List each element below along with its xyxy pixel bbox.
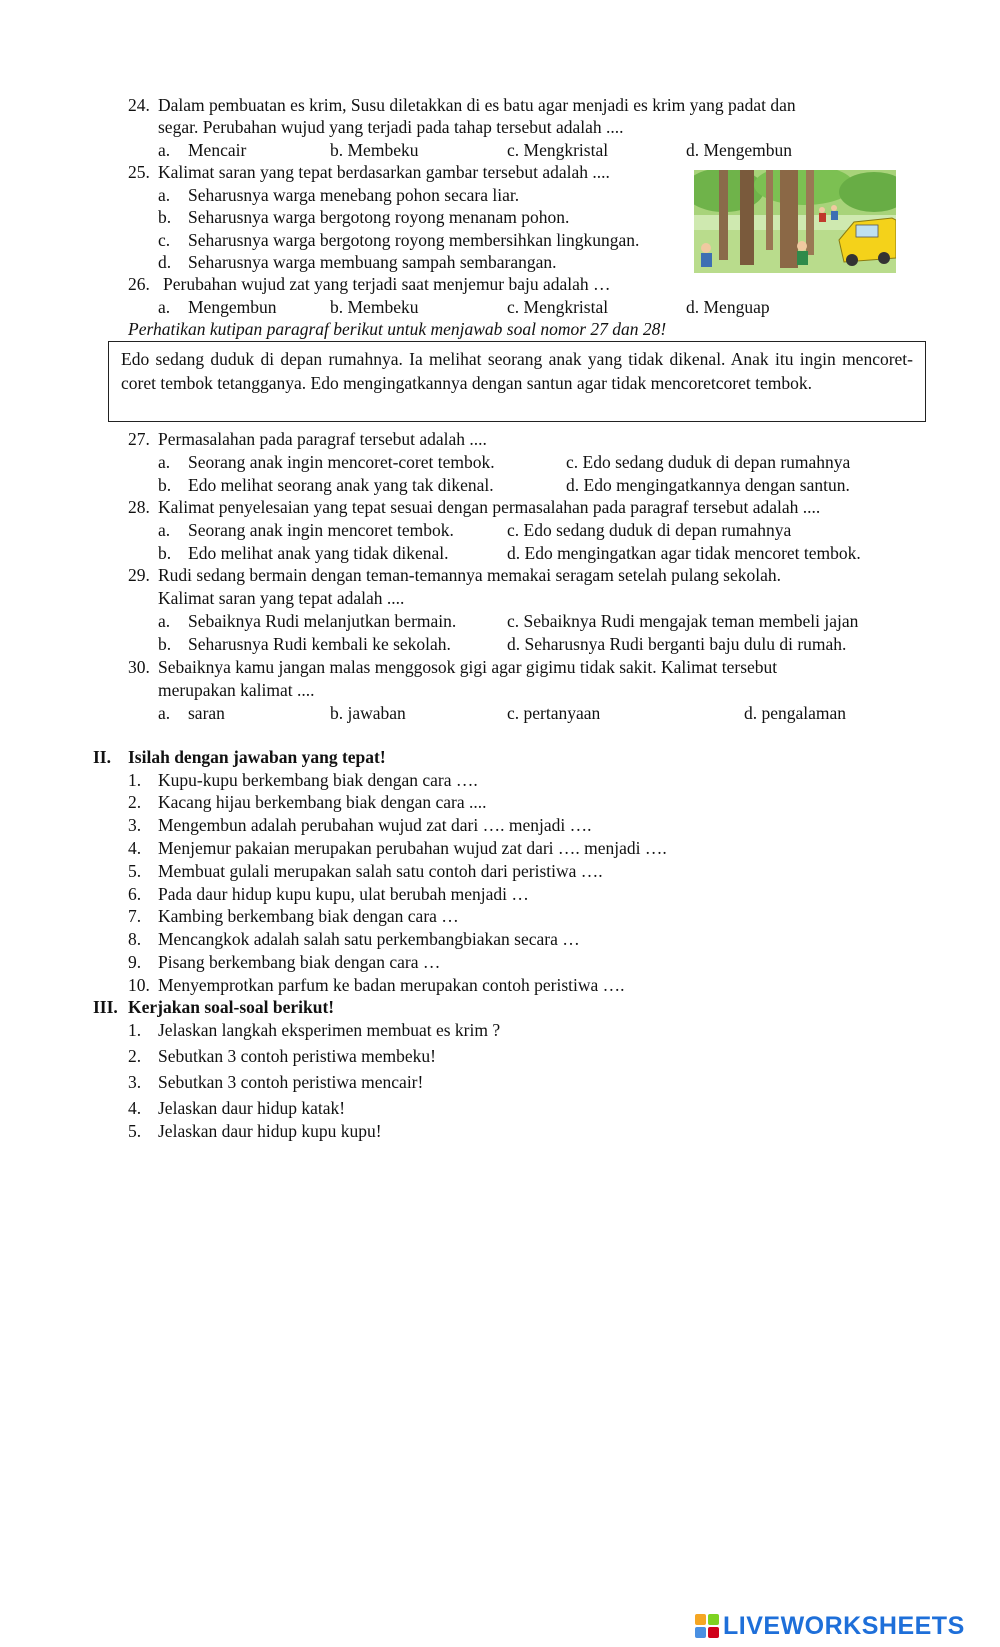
q26-option-c: c. Mengkristal	[507, 297, 609, 317]
q30-text-line2: merupakan kalimat ....	[158, 680, 315, 700]
q28-option-c: c. Edo sedang duduk di depan rumahnya	[507, 520, 792, 540]
q25-option-d-label: d.	[158, 252, 172, 272]
q26-option-a: Mengembun	[188, 297, 277, 317]
q28-option-a: Seorang anak ingin mencoret tembok.	[188, 520, 454, 540]
s3-item-text: Jelaskan langkah eksperimen membuat es krim ?	[158, 1020, 501, 1040]
q29-option-a-label: a.	[158, 611, 171, 631]
q24-text-line1: Dalam pembuatan es krim, Susu diletakkan di es batu agar menjadi es krim yang padat dan	[158, 95, 796, 115]
q29-option-c: c. Sebaiknya Rudi mengajak teman membeli jajan	[507, 611, 859, 631]
q27-option-c: c. Edo sedang duduk di depan rumahnya	[566, 452, 851, 472]
s2-item-number: 1.	[128, 770, 142, 790]
s3-item-text: Jelaskan daur hidup kupu kupu!	[158, 1121, 382, 1141]
q29-option-d: d. Seharusnya Rudi berganti baju dulu di rumah.	[507, 634, 847, 654]
q24-option-a: Mencair	[188, 140, 247, 160]
q30-text-line1: Sebaiknya kamu jangan malas menggosok gigi agar gigimu tidak sakit. Kalimat tersebut	[158, 657, 778, 677]
s2-item-number: 2.	[128, 792, 142, 812]
s2-item-number: 6.	[128, 884, 142, 904]
s2-item-number: 3.	[128, 815, 142, 835]
q25-option-d: Seharusnya warga membuang sampah sembarangan.	[188, 252, 557, 272]
q24-option-d: d. Mengembun	[686, 140, 792, 160]
s2-item-text: Membuat gulali merupakan salah satu contoh dari peristiwa ….	[158, 861, 603, 881]
s2-item-text: Kupu-kupu berkembang biak dengan cara ….	[158, 770, 478, 790]
q24-option-c: c. Mengkristal	[507, 140, 609, 160]
section2-title: Isilah dengan jawaban yang tepat!	[128, 747, 386, 767]
q30-option-a: saran	[188, 703, 225, 723]
q27-number: 27.	[128, 429, 150, 449]
q29-option-a: Sebaiknya Rudi melanjutkan bermain.	[188, 611, 457, 631]
section2-number: II.	[93, 747, 111, 767]
q27-option-b: Edo melihat seorang anak yang tak dikenal.	[188, 475, 494, 495]
liveworksheets-logo-text: LIVEWORKSHEETS	[723, 1612, 965, 1640]
q30-option-a-label: a.	[158, 703, 171, 723]
q30-number: 30.	[128, 657, 150, 677]
q26-text: Perubahan wujud zat yang terjadi saat menjemur baju adalah …	[163, 274, 611, 294]
q25-option-c: Seharusnya warga bergotong royong membersihkan lingkungan.	[188, 230, 640, 250]
q24-text-line2: segar. Perubahan wujud yang terjadi pada tahap tersebut adalah ....	[158, 117, 624, 137]
q25-option-b: Seharusnya warga bergotong royong menanam pohon.	[188, 207, 570, 227]
section3-title: Kerjakan soal-soal berikut!	[128, 997, 335, 1017]
forest-illustration	[694, 170, 896, 273]
s2-item-number: 9.	[128, 952, 142, 972]
q29-option-b-label: b.	[158, 634, 172, 654]
paragraph-box: Edo sedang duduk di depan rumahnya. Ia melihat seorang anak yang tidak dikenal. Anak itu ingin mencoret-coret tembok tetangganya. Edo mengingatkannya dengan santun agar tidak mencoretcoret tembok.	[108, 341, 926, 422]
s2-item-number: 4.	[128, 838, 142, 858]
q29-text-line1: Rudi sedang bermain dengan teman-temannya memakai seragam setelah pulang sekolah.	[158, 565, 781, 585]
s2-item-text: Pisang berkembang biak dengan cara …	[158, 952, 441, 972]
s2-item-text: Mencangkok adalah salah satu perkembangbiakan secara …	[158, 929, 580, 949]
section3-number: III.	[93, 997, 118, 1017]
q25-number: 25.	[128, 162, 150, 182]
q28-number: 28.	[128, 497, 150, 517]
q25-text: Kalimat saran yang tepat berdasarkan gambar tersebut adalah ....	[158, 162, 610, 182]
s3-item-text: Sebutkan 3 contoh peristiwa membeku!	[158, 1046, 436, 1066]
s2-item-text: Menjemur pakaian merupakan perubahan wujud zat dari …. menjadi ….	[158, 838, 667, 858]
s2-item-text: Kacang hijau berkembang biak dengan cara ....	[158, 792, 487, 812]
paragraph-instruction: Perhatikan kutipan paragraf berikut untuk menjawab soal nomor 27 dan 28!	[128, 319, 667, 339]
s2-item-text: Mengembun adalah perubahan wujud zat dari …. menjadi ….	[158, 815, 592, 835]
s3-item-text: Jelaskan daur hidup katak!	[158, 1098, 346, 1118]
s2-item-text: Pada daur hidup kupu kupu, ulat berubah menjadi …	[158, 884, 529, 904]
q28-option-b: Edo melihat anak yang tidak dikenal.	[188, 543, 449, 563]
s2-item-text: Kambing berkembang biak dengan cara …	[158, 906, 459, 926]
s2-item-number: 5.	[128, 861, 142, 881]
q26-option-d: d. Menguap	[686, 297, 770, 317]
q28-option-b-label: b.	[158, 543, 172, 563]
s3-item-number: 5.	[128, 1121, 142, 1141]
q27-option-d: d. Edo mengingatkannya dengan santun.	[566, 475, 850, 495]
q24-number: 24.	[128, 95, 150, 115]
q25-option-c-label: c.	[158, 230, 171, 250]
q29-number: 29.	[128, 565, 150, 585]
s2-item-number: 10.	[128, 975, 150, 995]
liveworksheets-logo-icon	[694, 1613, 720, 1639]
q24-option-a-label: a.	[158, 140, 171, 160]
s2-item-number: 8.	[128, 929, 142, 949]
q25-option-a-label: a.	[158, 185, 171, 205]
q29-option-b: Seharusnya Rudi kembali ke sekolah.	[188, 634, 451, 654]
q27-option-b-label: b.	[158, 475, 172, 495]
q24-option-b: b. Membeku	[330, 140, 419, 160]
liveworksheets-logo[interactable]	[694, 1610, 965, 1642]
q26-option-a-label: a.	[158, 297, 171, 317]
q29-text-line2: Kalimat saran yang tepat adalah ....	[158, 588, 405, 608]
q30-option-c: c. pertanyaan	[507, 703, 601, 723]
s2-item-number: 7.	[128, 906, 142, 926]
q27-text: Permasalahan pada paragraf tersebut adalah ....	[158, 429, 487, 449]
q26-number: 26.	[128, 274, 150, 294]
s2-item-text: Menyemprotkan parfum ke badan merupakan contoh peristiwa ….	[158, 975, 625, 995]
q25-option-b-label: b.	[158, 207, 172, 227]
s3-item-number: 1.	[128, 1020, 142, 1040]
q28-option-d: d. Edo mengingatkan agar tidak mencoret tembok.	[507, 543, 861, 563]
q28-option-a-label: a.	[158, 520, 171, 540]
s3-item-number: 4.	[128, 1098, 142, 1118]
s3-item-number: 3.	[128, 1072, 142, 1092]
q28-text: Kalimat penyelesaian yang tepat sesuai dengan permasalahan pada paragraf tersebut adalah ....	[158, 497, 821, 517]
q26-option-b: b. Membeku	[330, 297, 419, 317]
q25-option-a: Seharusnya warga menebang pohon secara liar.	[188, 185, 520, 205]
q30-option-b: b. jawaban	[330, 703, 406, 723]
s3-item-number: 2.	[128, 1046, 142, 1066]
q30-option-d: d. pengalaman	[744, 703, 847, 723]
q27-option-a-label: a.	[158, 452, 171, 472]
q27-option-a: Seorang anak ingin mencoret-coret tembok.	[188, 452, 495, 472]
s3-item-text: Sebutkan 3 contoh peristiwa mencair!	[158, 1072, 424, 1092]
